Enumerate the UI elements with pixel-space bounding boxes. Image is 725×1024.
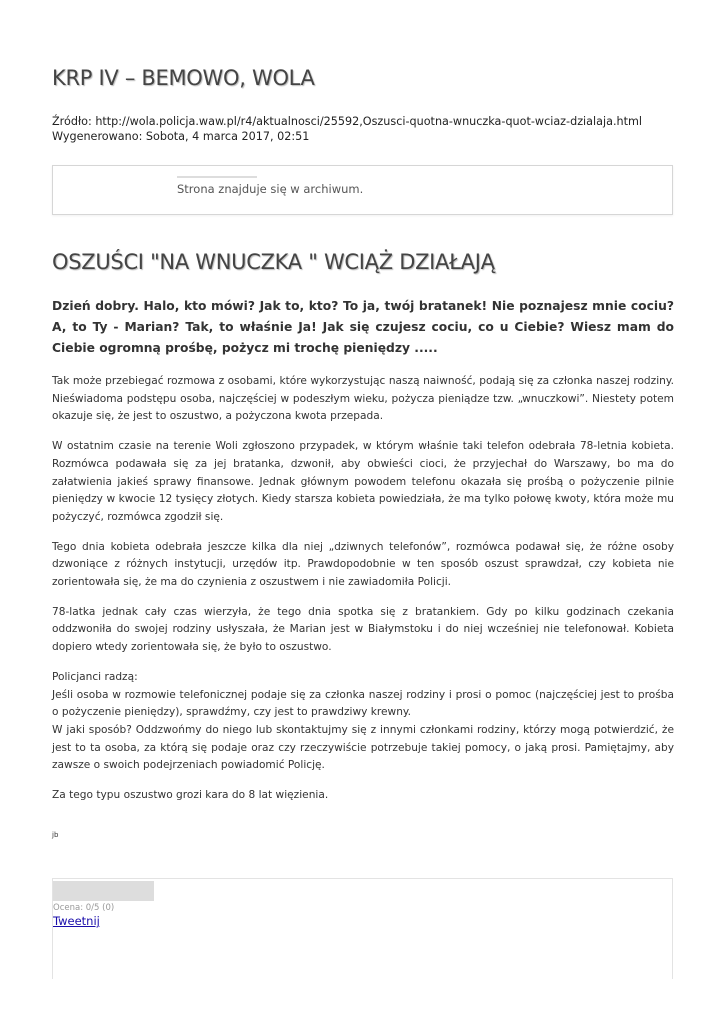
article-title: OSZUŚCI "NA WNUCZKA " WCIĄŻ DZIAŁAJĄ bbox=[52, 250, 495, 274]
tweet-link[interactable]: Tweetnij bbox=[53, 914, 100, 928]
article-paragraph-4: 78-latka jednak cały czas wierzyła, że tego dnia spotka się z bratankiem. Gdy po kilku godzinach czekania oddzwoniła do swojej rodziny usłyszała, że Marian jest w Białymstoku i do niej wcześniej nie telefonował. Kobieta dopiero wtedy zorientowała się, że było to oszustwo. bbox=[52, 605, 674, 654]
penalty-text: Za tego typu oszustwo grozi kara do 8 lat więzienia. bbox=[52, 789, 329, 802]
generated-line: Wygenerowano: Sobota, 4 marca 2017, 02:51 bbox=[52, 130, 310, 143]
site-title: KRP IV – BEMOWO, WOLA bbox=[52, 66, 315, 90]
advice-block bbox=[52, 669, 674, 775]
article-body bbox=[52, 373, 674, 817]
archive-divider bbox=[177, 176, 257, 178]
rating-stars-bar[interactable] bbox=[53, 881, 154, 901]
advice-heading: Policjanci radzą: bbox=[52, 670, 138, 683]
article-paragraph-2: W ostatnim czasie na terenie Woli zgłoszono przypadek, w którym właśnie taki telefon odebrała 78-letnia kobieta. Rozmówca podawała się za jej bratanka, dzwonił, aby obwieści cioci, że przyjechał do Warszawy, bo ma do załatwienia jakieś sprawy finansowe. Jednak głównym powodem telefonu okazała się prośbą o pożyczenie pilnie pieniędzy w kwocie 12 tysięcy złotych. Kiedy starsza kobieta powiedziała, że ma tylko połowę kwoty, która może mu pożyczyć, rozmówca zgodził się. bbox=[52, 440, 674, 523]
article-paragraph-3: Tego dnia kobieta odebrała jeszcze kilka dla niej „dziwnych telefonów”, rozmówca podawał się, że różne osoby dzwoniące z różnych instytucji, urzędów itp. Prawdopodobnie w ten sposób oszust sprawdzał, czy kobieta nie zorientowała się, że ma do czynienia z oszustwem i nie zawiadomiła Policji. bbox=[52, 540, 674, 589]
article-lead: Dzień dobry. Halo, kto mówi? Jak to, kto? To ja, twój bratanek! Nie poznajesz mnie cociu? A, to Ty - Marian? Tak, to właśnie Ja! Jak się czujesz cociu, co u Ciebie? Wiesz mam do Ciebie ogromną prośbę, pożycz mi trochę pieniędzy ..... bbox=[52, 299, 674, 355]
article-paragraph-1: Tak może przebiegać rozmowa z osobami, które wykorzystując naszą naiwność, podają się za członka naszej rodziny. Nieświadoma podstępu osoba, najczęściej w podeszłym wieku, pożycza pieniądze tzw. „wnuczkowi”. Niestety potem okazuje się, że jest to oszustwo, a pożyczona kwota przepada. bbox=[52, 375, 674, 423]
author-signature: jb bbox=[52, 831, 59, 839]
archive-notice-text: Strona znajduje się w archiwum. bbox=[177, 182, 364, 196]
document-meta bbox=[52, 114, 692, 144]
archive-notice-box bbox=[52, 165, 673, 215]
advice-text-1: Jeśli osoba w rozmowie telefonicznej podaje się za członka naszej rodziny i prosi o pomoc (najczęściej jest to prośba o pożyczenie pieniędzy), sprawdźmy, czy jest to prawdziwy krewny. bbox=[52, 688, 674, 719]
rating-box bbox=[52, 878, 673, 979]
advice-text-2: W jaki sposób? Oddzwońmy do niego lub skontaktujmy się z innymi członkami rodziny, którzy mogą potwierdzić, że jest to ta osoba, za którą się podaje oraz czy rzeczywiście potrzebuje takiej pomocy, o jaką prosi. Pamiętajmy, aby zawsze o swoich podejrzeniach powiadomić Policję. bbox=[52, 723, 674, 772]
rating-text: Ocena: 0/5 (0) bbox=[53, 903, 115, 913]
source-line: Źródło: http://wola.policja.waw.pl/r4/aktualnosci/25592,Oszusci-quotna-wnuczka-quot-wciaz-dzialaja.html bbox=[52, 115, 642, 128]
